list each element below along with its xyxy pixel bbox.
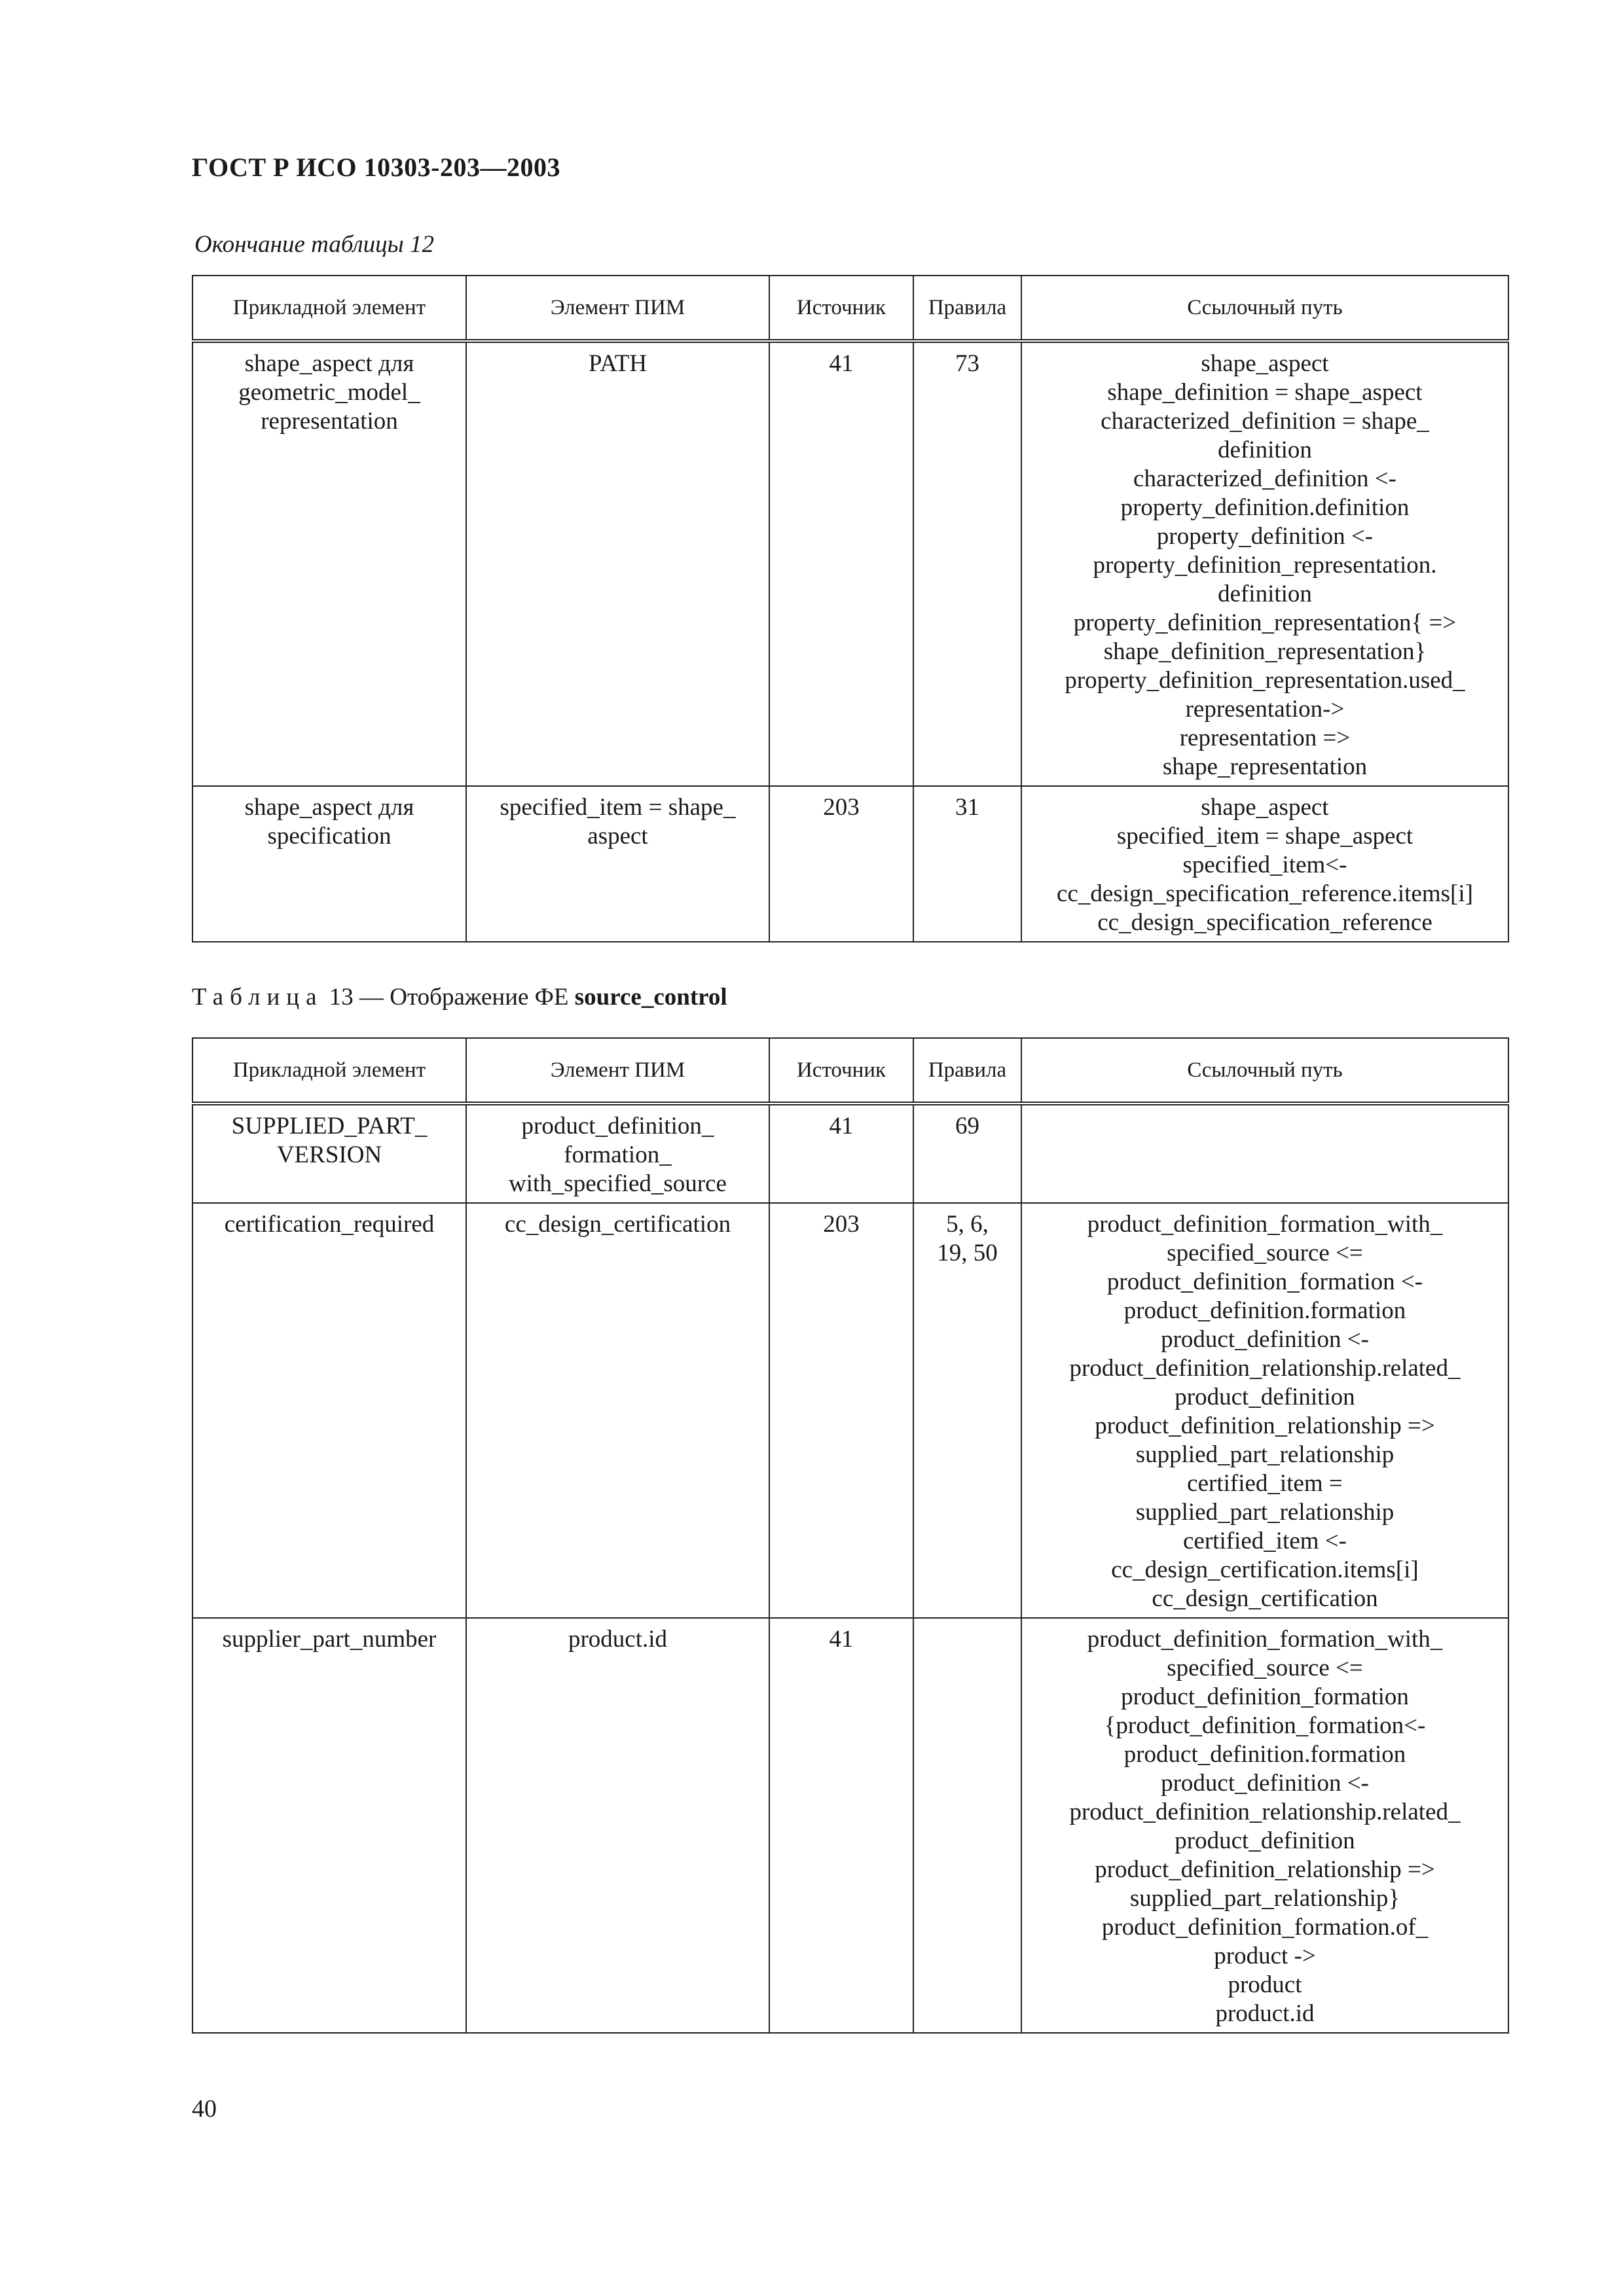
table-12: [192, 275, 1509, 942]
page-number: 40: [192, 2095, 217, 2123]
cell-source: 41: [769, 1618, 913, 2033]
reference-path-line: product_definition: [1175, 1827, 1355, 1854]
cell-app-element: [192, 1203, 466, 1618]
reference-path-line: property_definition_representation.used_: [1065, 667, 1465, 694]
reference-path-line: certified_item =: [1187, 1470, 1343, 1497]
reference-path-line: supplied_part_relationship}: [1129, 1885, 1400, 1912]
reference-path-line: definition: [1218, 581, 1312, 607]
reference-path-line: property_definition.definition: [1120, 494, 1410, 521]
reference-path-line: product_definition.formation: [1123, 1741, 1406, 1768]
table-row: [192, 786, 1508, 942]
aim-element-line: formation_: [564, 1141, 672, 1168]
cell-app-element: [192, 786, 466, 942]
cell-reference-path: [1021, 1103, 1508, 1203]
table-body: [192, 1103, 1508, 2033]
app-element-line: shape_aspect для: [244, 350, 414, 377]
reference-path-line: product_definition_relationship.related_: [1069, 1355, 1461, 1382]
reference-path-line: shape_definition_representation}: [1103, 638, 1427, 665]
cell-app-element: [192, 341, 466, 786]
app-element-line: shape_aspect для: [244, 794, 414, 821]
cell-reference-path: [1021, 1618, 1508, 2033]
cell-rules: [913, 786, 1021, 942]
rules-line: 5, 6,: [946, 1211, 989, 1238]
column-header-aim-element: Элемент ПИМ: [466, 1038, 769, 1103]
app-element-line: supplier_part_number: [222, 1626, 437, 1653]
table-row: [192, 1618, 1508, 2033]
cell-rules: [913, 1203, 1021, 1618]
reference-path-line: representation->: [1185, 696, 1345, 723]
table12-caption: Окончание таблицы 12: [194, 231, 434, 258]
table-13: [192, 1037, 1509, 2034]
cell-source: 41: [769, 341, 913, 786]
aim-element-line: specified_item = shape_: [500, 794, 736, 821]
cell-aim-element: [466, 1203, 769, 1618]
aim-element-line: product.id: [568, 1626, 668, 1653]
reference-path-line: shape_aspect: [1201, 350, 1329, 377]
cell-app-element: [192, 1103, 466, 1203]
reference-path-line: product_definition_relationship.related_: [1069, 1799, 1461, 1825]
cell-aim-element: [466, 341, 769, 786]
table-header-row: [192, 276, 1508, 341]
cell-reference-path: [1021, 786, 1508, 942]
table-header-row: [192, 1038, 1508, 1103]
reference-path-line: product_definition_formation: [1121, 1683, 1409, 1710]
column-header-rules: Правила: [913, 276, 1021, 341]
reference-path-line: definition: [1218, 437, 1312, 463]
reference-path-line: product_definition_formation_with_: [1087, 1211, 1443, 1238]
reference-path-line: specified_item = shape_aspect: [1116, 823, 1413, 850]
column-header-path: Ссылочный путь: [1021, 276, 1508, 341]
reference-path-line: cc_design_specification_reference: [1097, 909, 1432, 936]
reference-path-line: product_definition_relationship =>: [1095, 1412, 1435, 1439]
document-header: ГОСТ Р ИСО 10303-203—2003: [192, 152, 560, 182]
rules-line: 31: [955, 794, 979, 821]
cell-aim-element: [466, 786, 769, 942]
app-element-line: SUPPLIED_PART_: [231, 1113, 428, 1139]
cell-aim-element: [466, 1618, 769, 2033]
cell-source: 203: [769, 786, 913, 942]
table-body: [192, 341, 1508, 942]
aim-element-line: with_specified_source: [509, 1170, 727, 1197]
reference-path-line: shape_representation: [1162, 753, 1368, 780]
aim-element-line: cc_design_certification: [504, 1211, 731, 1238]
reference-path-line: product_definition_formation <-: [1106, 1268, 1423, 1295]
reference-path-line: product_definition.formation: [1123, 1297, 1406, 1324]
reference-path-line: specified_source <=: [1167, 1655, 1363, 1681]
reference-path-line: {product_definition_formation<-: [1104, 1712, 1426, 1739]
cell-rules: [913, 341, 1021, 786]
cell-rules: [913, 1103, 1021, 1203]
cell-reference-path: [1021, 341, 1508, 786]
reference-path-line: product ->: [1214, 1943, 1316, 1969]
app-element-line: representation: [261, 408, 398, 435]
table13-caption-entity: source_control: [574, 984, 727, 1011]
column-header-path: Ссылочный путь: [1021, 1038, 1508, 1103]
aim-element-line: PATH: [588, 350, 647, 377]
app-element-line: geometric_model_: [238, 379, 420, 406]
cell-reference-path: [1021, 1203, 1508, 1618]
reference-path-line: cc_design_specification_reference.items[i]: [1057, 880, 1473, 907]
column-header-rules: Правила: [913, 1038, 1021, 1103]
reference-path-line: property_definition <-: [1156, 523, 1374, 550]
column-header-source: Источник: [769, 1038, 913, 1103]
reference-path-line: property_definition_representation.: [1093, 552, 1437, 579]
reference-path-line: product_definition_relationship =>: [1095, 1856, 1435, 1883]
reference-path-line: certified_item <-: [1183, 1528, 1347, 1554]
reference-path-line: characterized_definition <-: [1133, 465, 1396, 492]
column-header-app-element: Прикладной элемент: [192, 276, 466, 341]
cell-app-element: [192, 1618, 466, 2033]
cell-source: 203: [769, 1203, 913, 1618]
cell-source: 41: [769, 1103, 913, 1203]
table13-caption-number: 13 — Отображение ФЕ: [329, 984, 569, 1011]
reference-path-line: representation =>: [1179, 725, 1351, 751]
reference-path-line: product_definition <-: [1161, 1770, 1369, 1797]
rules-line: 73: [955, 350, 979, 377]
app-element-line: specification: [267, 823, 392, 850]
app-element-line: VERSION: [276, 1141, 382, 1168]
reference-path-line: specified_item<-: [1182, 852, 1347, 878]
reference-path-line: specified_source <=: [1167, 1240, 1363, 1266]
reference-path-line: product_definition <-: [1161, 1326, 1369, 1353]
reference-path-line: property_definition_representation{ =>: [1073, 609, 1457, 636]
reference-path-line: cc_design_certification.items[i]: [1111, 1556, 1419, 1583]
aim-element-line: product_definition_: [521, 1113, 714, 1139]
reference-path-line: product.id: [1215, 2000, 1315, 2027]
reference-path-line: characterized_definition = shape_: [1101, 408, 1429, 435]
table13-caption: [192, 983, 727, 1011]
reference-path-line: supplied_part_relationship: [1135, 1499, 1395, 1526]
reference-path-line: product_definition: [1175, 1384, 1355, 1410]
reference-path-line: supplied_part_relationship: [1135, 1441, 1395, 1468]
reference-path-line: shape_aspect: [1201, 794, 1329, 821]
reference-path-line: product_definition_formation_with_: [1087, 1626, 1443, 1653]
table-row: [192, 341, 1508, 786]
table-row: [192, 1103, 1508, 1203]
column-header-source: Источник: [769, 276, 913, 341]
reference-path-line: product: [1228, 1971, 1302, 1998]
reference-path-line: product_definition_formation.of_: [1101, 1914, 1429, 1941]
column-header-app-element: Прикладной элемент: [192, 1038, 466, 1103]
reference-path-line: cc_design_certification: [1152, 1585, 1378, 1612]
aim-element-line: aspect: [587, 823, 648, 850]
cell-rules: [913, 1618, 1021, 2033]
rules-line: 19, 50: [937, 1240, 998, 1266]
rules-line: 69: [955, 1113, 979, 1139]
table-row: [192, 1203, 1508, 1618]
reference-path-line: shape_definition = shape_aspect: [1107, 379, 1423, 406]
cell-aim-element: [466, 1103, 769, 1203]
column-header-aim-element: Элемент ПИМ: [466, 276, 769, 341]
table13-caption-prefix: Таблица: [192, 984, 323, 1011]
app-element-line: certification_required: [224, 1211, 435, 1238]
